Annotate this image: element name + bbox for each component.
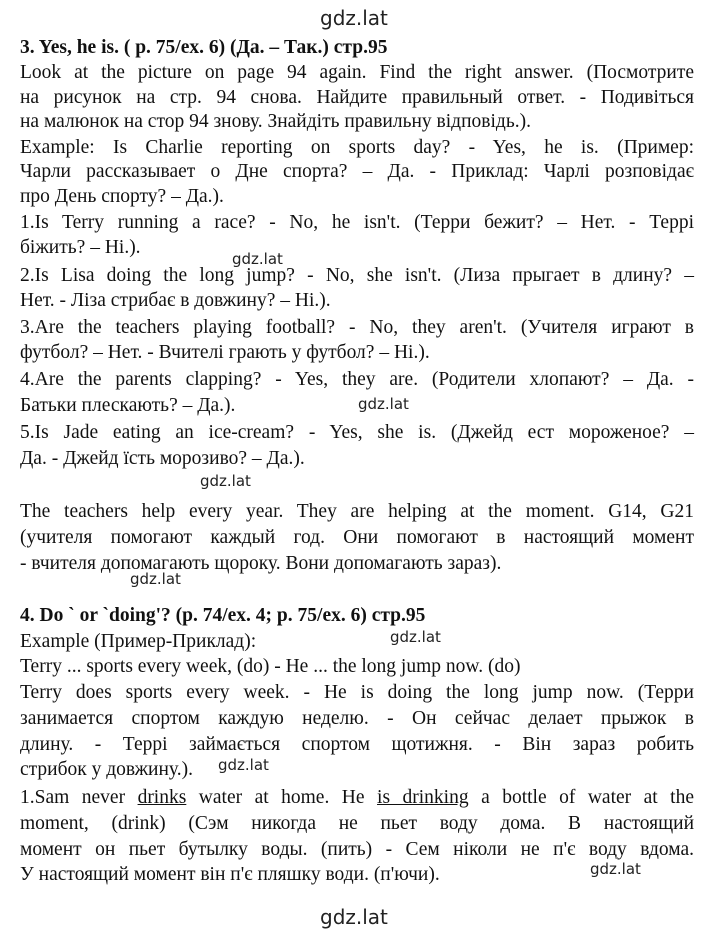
section-3-title: 3. Yes, he is. ( p. 75/ex. 6) (Да. – Так.) стр.95 — [20, 37, 388, 58]
text-line: про День спорту? – Да.). — [20, 186, 224, 207]
text-line: Terry does sports every week. - He is doing the long jump now. (Терри — [20, 682, 694, 703]
text-line: 3.Are the teachers playing football? - No, they aren't. (Учителя играют в — [20, 317, 694, 338]
text-line: на малюнок на стор 94 знову. Знайдіть правильну відповідь.). — [20, 111, 531, 132]
watermark: gdz.lat — [130, 570, 181, 588]
text-line: Нет. - Ліза стрибає в довжину? – Ні.). — [20, 290, 331, 311]
text-line: стрибок у довжину.). — [20, 759, 193, 780]
text-line: The teachers help every year. They are helping at the moment. G14, G21 — [20, 501, 694, 522]
text-line: Чарли рассказывает о Дне спорта? – Да. - Приклад: Чарлі розповідає — [20, 161, 694, 182]
text-line: занимается спортом каждую неделю. - Он сейчас делает прыжок в — [20, 708, 694, 729]
text-line: 1.Is Terry running a race? - No, he isn't. (Терри бежит? – Нет. - Террі — [20, 212, 694, 233]
text-fragment: water at home. He — [186, 787, 378, 808]
text-line: 4.Are the parents clapping? - Yes, they are. (Родители хлопают? – Да. - — [20, 369, 694, 390]
text-line: Да. - Джейд їсть морозиво? – Да.). — [20, 448, 305, 469]
text-line: футбол? – Нет. - Вчителі грають у футбол? – Ні.). — [20, 342, 430, 363]
text-line: Terry ... sports every week, (do) - He ... the long jump now. (do) — [20, 656, 521, 677]
section-4-title: 4. Do ` or `doing'? (p. 74/ex. 4; p. 75/ex. 6) стр.95 — [20, 605, 426, 626]
text-line: - вчителя допомагають щороку. Вони допомагають зараз). — [20, 553, 502, 574]
watermark-top: gdz.lat — [320, 6, 388, 30]
watermark: gdz.lat — [358, 395, 409, 413]
text-line: 5.Is Jade eating an ice-cream? - Yes, she is. (Джейд ест мороженое? – — [20, 422, 694, 443]
text-line: У настоящий момент він п'є пляшку води. (п'ючи). — [20, 864, 440, 885]
text-line: біжить? – Ні.). — [20, 237, 141, 258]
underlined-word: drinks — [137, 787, 187, 808]
text-line: момент он пьет бутылку воды. (пить) - Сем ніколи не п'є воду вдома. — [20, 839, 694, 860]
watermark: gdz.lat — [200, 472, 251, 490]
text-line: длину. - Террі займається спортом щотижня. - Він зараз робить — [20, 734, 694, 755]
watermark: gdz.lat — [232, 250, 283, 268]
watermark: gdz.lat — [390, 628, 441, 646]
text-line: (учителя помогают каждый год. Они помогают в настоящий момент — [20, 527, 694, 548]
watermark: gdz.lat — [590, 860, 641, 878]
text-line: Батьки плескають? – Да.). — [20, 395, 236, 416]
underlined-word: is drinking — [377, 787, 469, 808]
text-line: 2.Is Lisa doing the long jump? - No, she isn't. (Лиза прыгает в длину? – — [20, 265, 694, 286]
exercise-1-line — [20, 786, 694, 810]
text-fragment: 1.Sam never — [20, 787, 138, 808]
text-line: moment, (drink) (Сэм никогда не пьет воду дома. В настоящий — [20, 813, 694, 834]
text-line: на рисунок на стр. 94 снова. Найдите правильный ответ. - Подивіться — [20, 87, 694, 108]
text-fragment: a bottle of water at the — [468, 787, 694, 808]
watermark-bottom: gdz.lat — [320, 905, 388, 929]
text-line: Example (Пример-Приклад): — [20, 631, 257, 652]
text-line: Look at the picture on page 94 again. Find the right answer. (Посмотрите — [20, 62, 694, 83]
watermark: gdz.lat — [218, 756, 269, 774]
text-line: Example: Is Charlie reporting on sports day? - Yes, he is. (Пример: — [20, 137, 694, 158]
